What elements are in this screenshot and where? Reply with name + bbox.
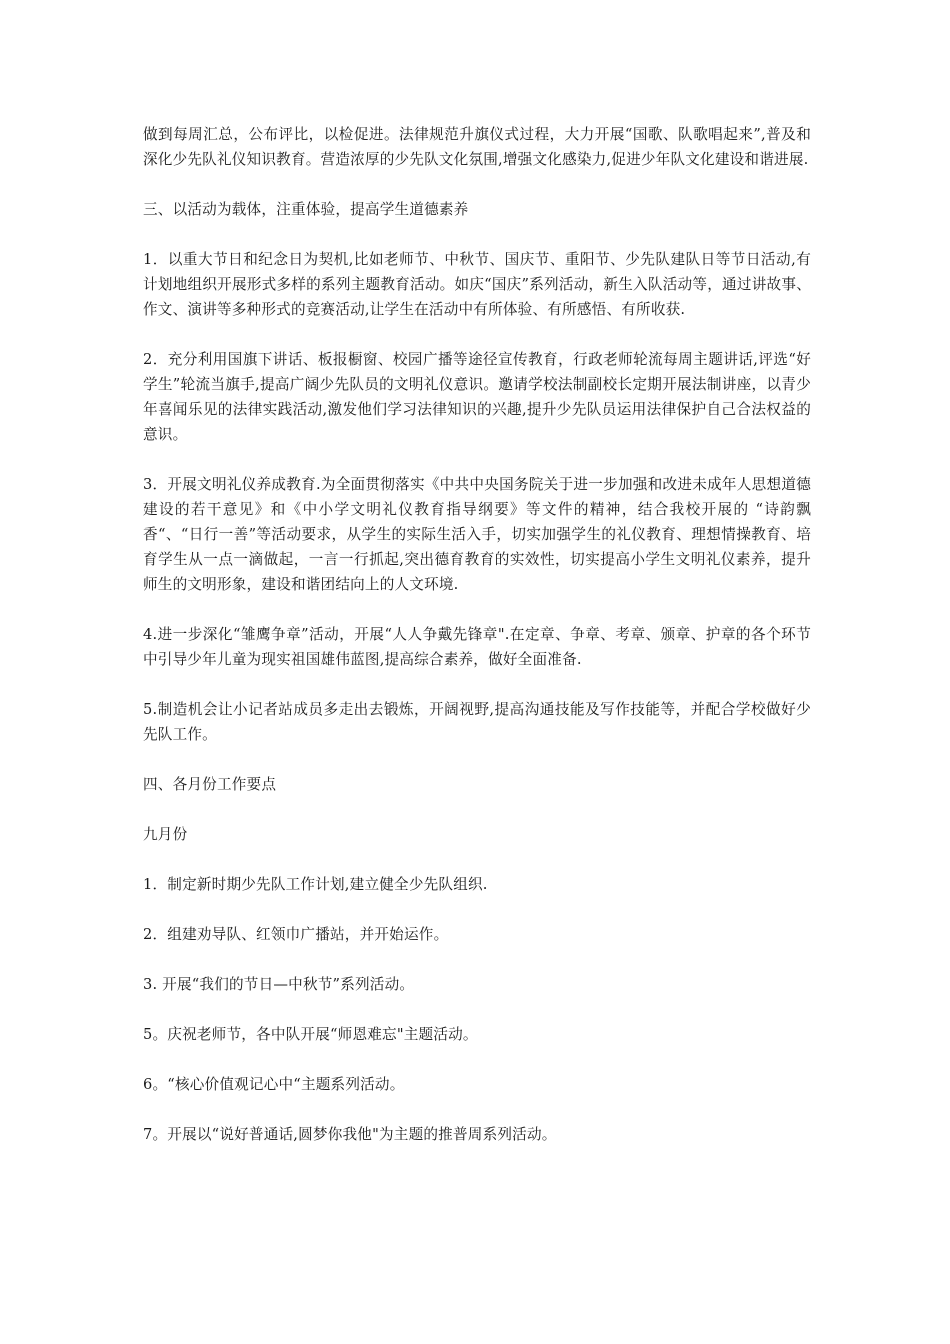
list-item-september-5: 5。庆祝老师节，各中队开展“师恩难忘"主题活动。	[143, 1026, 478, 1043]
month-heading-september: 九月份	[143, 826, 188, 843]
section-heading-3: 三、以活动为载体，注重体验，提高学生道德素养	[143, 201, 469, 218]
section-heading-4: 四、各月份工作要点	[143, 776, 277, 793]
paragraph-item-5: 5.制造机会让小记者站成员多走出去锻炼，开阔视野,提高沟通技能及写作技能等，并配合学校做好少先队工作。	[143, 701, 811, 743]
list-item-september-2: 2．组建劝导队、红领巾广播站，并开始运作。	[143, 926, 449, 943]
list-item-september-6: 6。“核心价值观记心中“主题系列活动。	[143, 1076, 405, 1093]
paragraph-flag-ceremony: 做到每周汇总，公布评比，以检促进。法律规范升旗仪式过程，大力开展“国歌、队歌唱起来”,普及和深化少先队礼仪知识教育。营造浓厚的少先队文化氛围,增强文化感染力,促进少年队文化建设和谐进展.	[143, 126, 811, 168]
paragraph-item-1: 1．以重大节日和纪念日为契机,比如老师节、中秋节、国庆节、重阳节、少先队建队日等节日活动,有计划地组织开展形式多样的系列主题教育活动。如庆“国庆”系列活动，新生入队活动等，通过讲故事、作文、演讲等多种形式的竞赛活动,让学生在活动中有所体验、有所感悟、有所收获.	[143, 251, 811, 318]
list-item-september-3: 3. 开展“我们的节日—中秋节”系列活动。	[143, 976, 415, 993]
document-body	[143, 122, 811, 1172]
list-item-september-7: 7。开展以“说好普通话,圆梦你我他"为主题的推普周系列活动。	[143, 1126, 557, 1143]
paragraph-item-4: 4.进一步深化“雏鹰争章”活动，开展“人人争戴先锋章".在定章、争章、考章、颁章、护章的各个环节中引导少年儿童为现实祖国雄伟蓝图,提高综合素养，做好全面准备.	[143, 626, 811, 668]
paragraph-item-3: 3．开展文明礼仪养成教育.为全面贯彻落实《中共中央国务院关于进一步加强和改进未成年人思想道德建设的若干意见》和《中小学文明礼仪教育指导纲要》等文件的精神，结合我校开展的 “诗韵飘香“、“日行一善”等活动要求，从学生的实际生活入手，切实加强学生的礼仪教育、理想情操教育、培育学生从一点一滴做起，一言一行抓起,突出德育教育的实效性，切实提高小学生文明礼仪素养，提升师生的文明形象，建设和谐团结向上的人文环境.	[143, 476, 811, 593]
paragraph-item-2: 2．充分利用国旗下讲话、板报橱窗、校园广播等途径宣传教育，行政老师轮流每周主题讲话,评选“好学生”轮流当旗手,提高广阔少先队员的文明礼仪意识。邀请学校法制副校长定期开展法制讲座，以青少年喜闻乐见的法律实践活动,激发他们学习法律知识的兴趣,提升少先队员运用法律保护自己合法权益的意识。	[143, 351, 811, 443]
list-item-september-1: 1．制定新时期少先队工作计划,建立健全少先队组织.	[143, 876, 488, 893]
